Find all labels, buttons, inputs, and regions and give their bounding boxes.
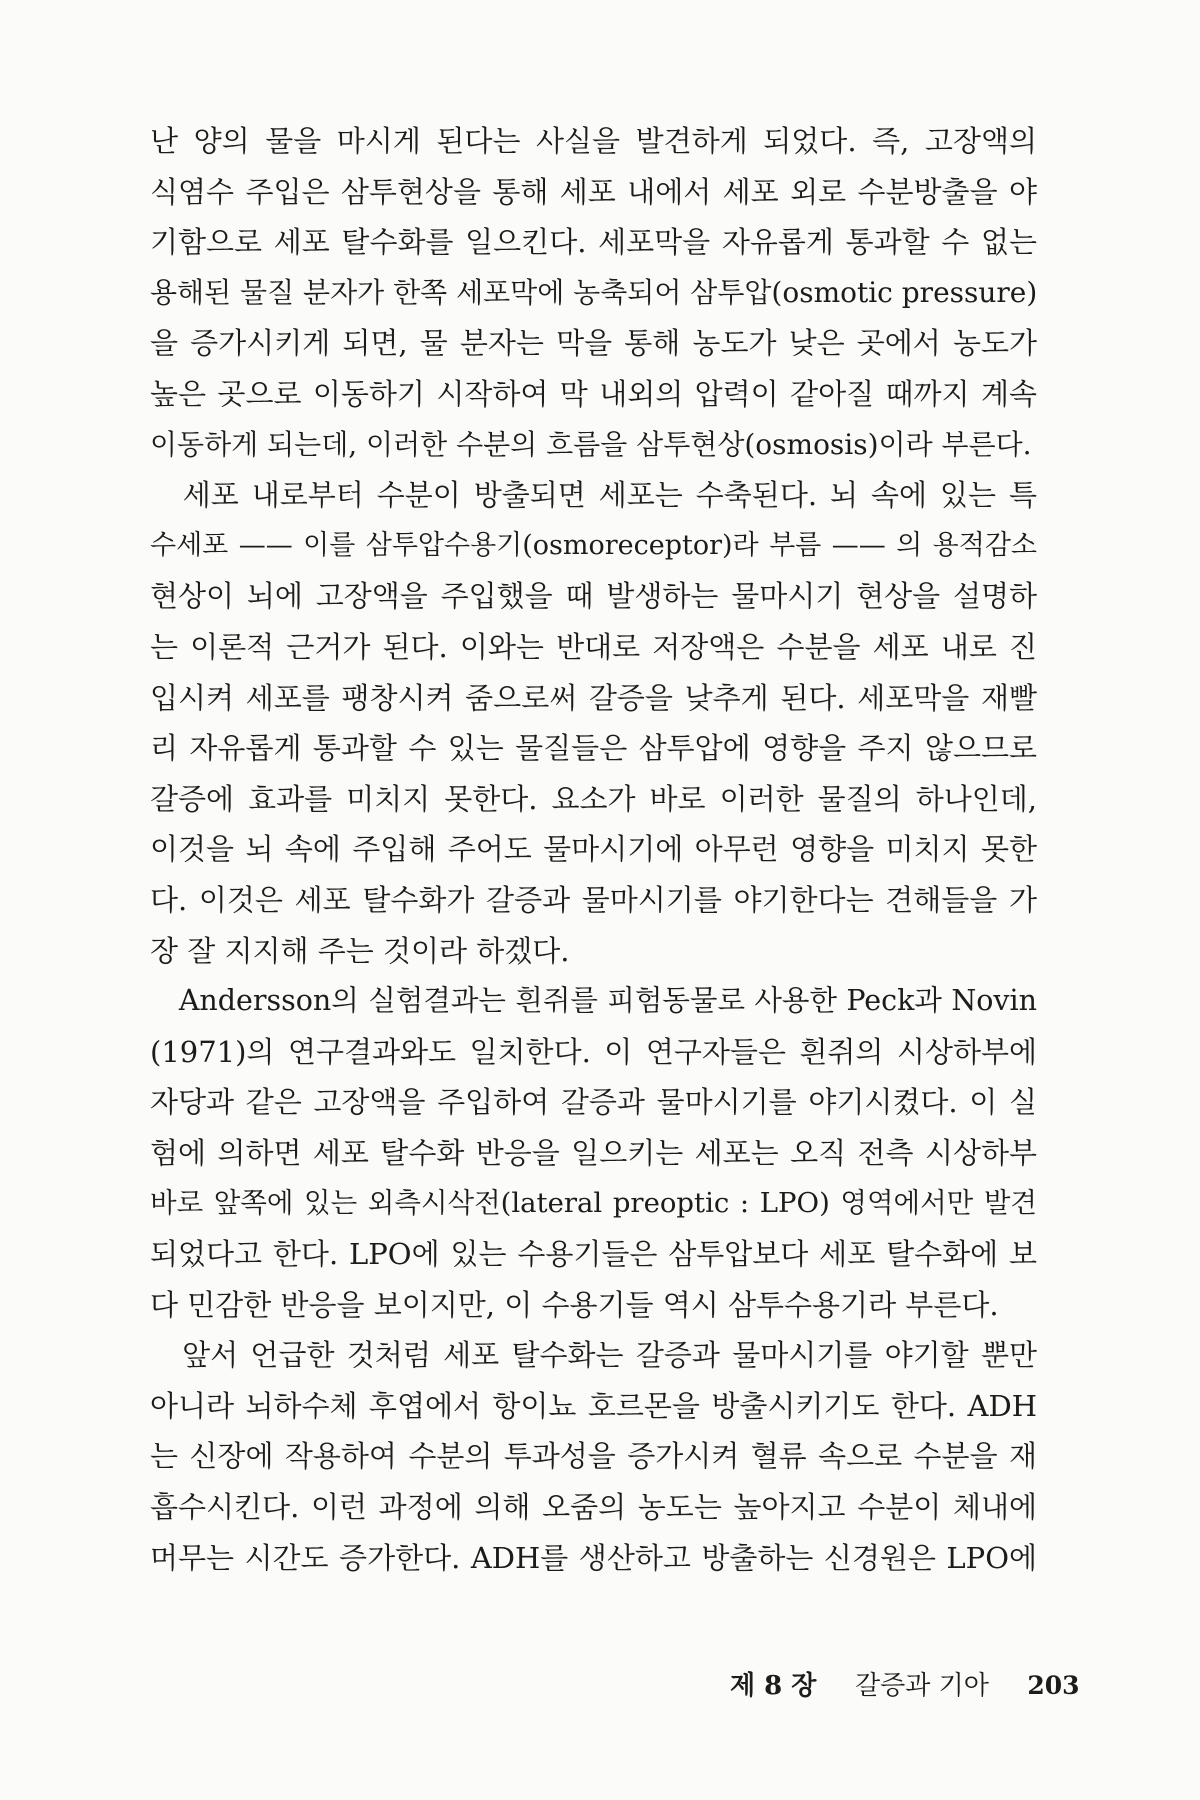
text-line: 세포 내로부터 수분이 방출되면 세포는 수축된다. 뇌 속에 있는 특	[150, 478, 1037, 513]
page-number: 203	[1027, 1671, 1080, 1700]
text-line: 난 양의 물을 마시게 된다는 사실을 발견하게 되었다. 즉, 고장액의	[150, 124, 1037, 158]
text-line: 수세포 —— 이를 삼투압수용기(osmoreceptor)라 부름 —— 의 용적감소	[150, 529, 1037, 561]
text-line: 입시켜 세포를 팽창시켜 줌으로써 갈증을 낮추게 된다. 세포막을 재빨	[150, 680, 1037, 715]
text-line: (1971)의 연구결과와도 일치한다. 이 연구자들은 흰쥐의 시상하부에	[150, 1034, 1037, 1069]
text-line: 기함으로 세포 탈수화를 일으킨다. 세포막을 자유롭게 통과할 수 없는	[150, 225, 1037, 260]
body-text	[150, 116, 1037, 1583]
text-line: 식염수 주입은 삼투현상을 통해 세포 내에서 세포 외로 수분방출을 야	[150, 174, 1037, 209]
text-line: 는 이론적 근거가 된다. 이와는 반대로 저장액은 수분을 세포 내로 진	[150, 629, 1037, 664]
text-line: 머무는 시간도 증가한다. ADH를 생산하고 방출하는 신경원은 LPO에	[150, 1540, 1037, 1575]
text-line: 용해된 물질 분자가 한쪽 세포막에 농축되어 삼투압(osmotic pressure)	[150, 275, 1037, 309]
chapter-number: 제 8 장	[730, 1671, 817, 1701]
text-line: 이것을 뇌 속에 주입해 주어도 물마시기에 아무런 영향을 미치지 못한	[150, 832, 1037, 867]
chapter-title: 갈증과 기아	[854, 1671, 989, 1701]
text-line: 현상이 뇌에 고장액을 주입했을 때 발생하는 물마시기 현상을 설명하	[150, 579, 1037, 614]
text-line: 이동하게 되는데, 이러한 수분의 흐름을 삼투현상(osmosis)이라 부른다.	[150, 427, 1032, 461]
text-line: 앞서 언급한 것처럼 세포 탈수화는 갈증과 물마시기를 야기할 뿐만	[150, 1338, 1037, 1373]
text-line: 는 신장에 작용하여 수분의 투과성을 증가시켜 혈류 속으로 수분을 재	[150, 1439, 1037, 1474]
text-line: 리 자유롭게 통과할 수 있는 물질들은 삼투압에 영향을 주지 않으므로	[150, 731, 1037, 766]
text-line: 흡수시킨다. 이런 과정에 의해 오줌의 농도는 높아지고 수분이 체내에	[150, 1490, 1037, 1525]
text-line: 다. 이것은 세포 탈수화가 갈증과 물마시기를 야기한다는 견해들을 가	[150, 882, 1037, 917]
text-line: 되었다고 한다. LPO에 있는 수용기들은 삼투압보다 세포 탈수화에 보	[150, 1237, 1037, 1272]
text-line: 험에 의하면 세포 탈수화 반응을 일으키는 세포는 오직 전측 시상하부	[150, 1135, 1037, 1170]
text-line: 을 증가시키게 되면, 물 분자는 막을 통해 농도가 낮은 곳에서 농도가	[150, 326, 1037, 361]
text-line: 갈증에 효과를 미치지 못한다. 요소가 바로 이러한 물질의 하나인데,	[150, 781, 1037, 816]
text-line: Andersson의 실험결과는 흰쥐를 피험동물로 사용한 Peck과 Novin	[150, 984, 1037, 1018]
text-line: 다 민감한 반응을 보이지만, 이 수용기들 역시 삼투수용기라 부른다.	[150, 1287, 999, 1322]
running-footer	[730, 1665, 1080, 1702]
text-line: 장 잘 지지해 주는 것이라 하겠다.	[150, 933, 570, 968]
text-line: 높은 곳으로 이동하기 시작하여 막 내외의 압력이 같아질 때까지 계속	[150, 376, 1037, 411]
text-line: 아니라 뇌하수체 후엽에서 항이뇨 호르몬을 방출시키기도 한다. ADH	[150, 1388, 1037, 1423]
text-line: 자당과 같은 고장액을 주입하여 갈증과 물마시기를 야기시켰다. 이 실	[150, 1085, 1037, 1120]
text-line: 바로 앞쪽에 있는 외측시삭전(lateral preoptic : LPO) 영역에서만 발견	[150, 1187, 1037, 1220]
